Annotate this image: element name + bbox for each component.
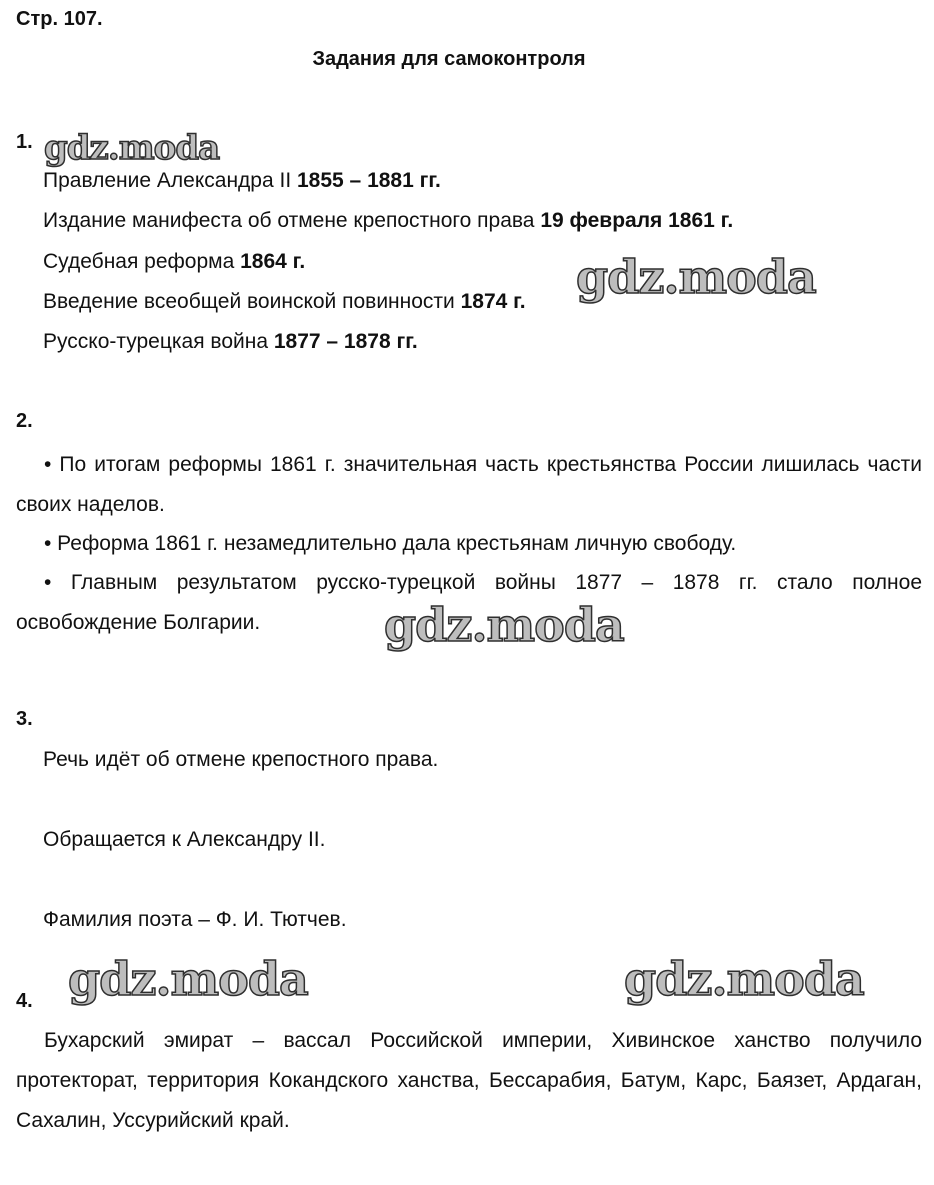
task-3-answer: Фамилия поэта – Ф. И. Тютчев. [43,908,347,931]
task-4-text: Бухарский эмират – вассал Российской империи, Хивинское ханство получило протекторат, территория Кокандского ханства, Бессарабия, Батум, Карс, Баязет, Ардаган, Сахалин, Уссурийский край. [16,1029,922,1132]
task-3-answer: Речь идёт об отмене крепостного права. [43,748,439,771]
task-3-number: 3. [16,708,33,730]
watermark-logo: gdz.moda [44,128,220,168]
task-3-answer: Обращается к Александру II. [43,828,326,851]
page-label: Стр. 107. [16,8,103,30]
task-1-item: Судебная реформа 1864 г. [43,250,306,273]
task-1-item: Русско-турецкая война 1877 – 1878 гг. [43,330,418,353]
task-4-number: 4. [16,990,33,1012]
task-1-item: Издание манифеста об отмене крепостного права 19 февраля 1861 г. [43,209,734,232]
watermark-logo: gdz.moda [68,952,308,1006]
watermark-logo: gdz.moda [576,250,816,304]
task-2-bullet: • Реформа 1861 г. незамедлительно дала крестьянам личную свободу. [44,532,737,555]
task-1-item: Введение всеобщей воинской повинности 1874 г. [43,290,526,313]
task-1-item: Правление Александра II 1855 – 1881 гг. [43,169,441,192]
task-2-number: 2. [16,410,33,432]
watermark-logo: gdz.moda [384,598,624,652]
task-2-bullet: • Главным результатом русско-турецкой войны 1877 – 1878 гг. стало полное освобождение Болгарии. [16,571,922,634]
page-title: Задания для самоконтроля [312,48,586,70]
task-1-number: 1. [16,131,33,153]
watermark-logo: gdz.moda [624,952,864,1006]
task-2-bullet: • По итогам реформы 1861 г. значительная часть крестьянства России лишилась части своих наделов. [16,453,922,516]
